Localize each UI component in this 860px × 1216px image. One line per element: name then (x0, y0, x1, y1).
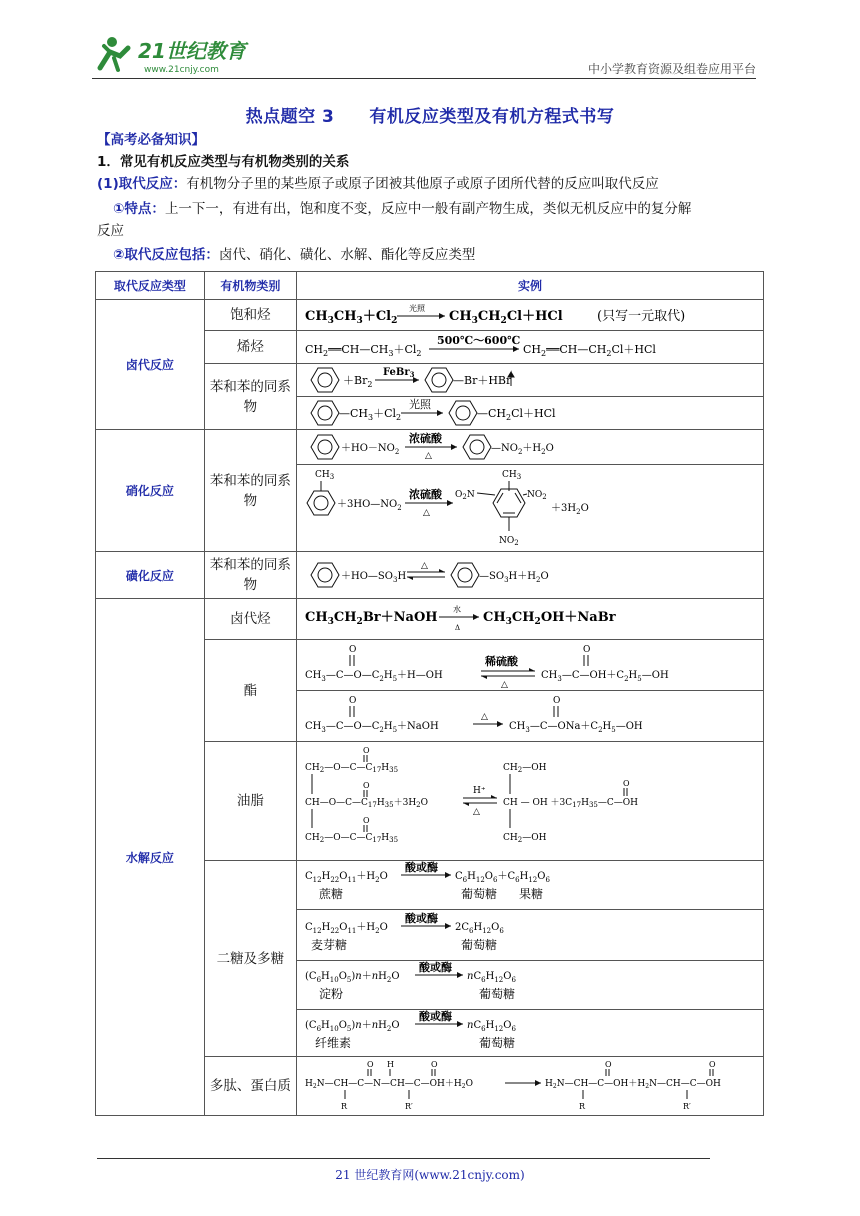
svg-text:CH — OH ＋3C17H35—C—OH: CH — OH $+3C_{17}H_{35}—C—OH$ (502, 798, 638, 809)
site-logo (92, 34, 272, 76)
class-peptide: 多肽、蛋白质 (204, 1057, 296, 1116)
svg-text:CH3: $CH_3$ (501, 470, 522, 481)
svg-text:O: O (430, 1060, 438, 1069)
example-benzene-nitration (296, 430, 763, 465)
benzene-ring-icon (451, 563, 479, 587)
svg-text:C12H22O11＋H2O: $C_{12}H_{22}O_{11}+H_2O$ (304, 871, 388, 884)
svg-text:CH3—C—ONa＋C2H5—OH: $CH_3—C—ONa+C_2H_5—OH$ (508, 721, 643, 734)
svg-text:CH3—C—O—C2H5＋NaOH: $CH_3—C—O—C_2H_5+NaOH$ (304, 721, 439, 734)
svg-text:O: O (348, 696, 357, 706)
cat-hydrolysis: 水解反应 (96, 599, 205, 1116)
svg-text:—Br＋HBr: —Br＋HBr (452, 374, 512, 387)
para2-label: ①特点： (113, 201, 165, 217)
name-starch: 淀粉 (318, 987, 343, 1001)
svg-text:R: R (340, 1102, 348, 1111)
svg-text:H2N—CH—C—N—CH—C—OH＋H2O: $H_2N—CH—C—N—CH—C—OH+H_2O$ (304, 1079, 473, 1090)
svg-text:O: O (552, 696, 561, 706)
svg-text:△: △ (424, 451, 432, 461)
svg-text:R: R (578, 1102, 586, 1111)
svg-text:△: △ (472, 807, 480, 817)
name-cellulose: 纤维素 (314, 1036, 351, 1050)
name-sucrose: 蔗糖 (318, 887, 343, 901)
example-ester-acid (296, 640, 763, 691)
example-benzene-bromination (296, 364, 763, 397)
header-class: 有机物类别 (204, 272, 296, 300)
svg-text:O2N: $O_2N$ (454, 490, 475, 501)
cat-halogenation: 卤代反应 (96, 300, 205, 430)
name-fructose: 果糖 (518, 887, 543, 901)
svg-text:H: H (386, 1060, 394, 1069)
svg-text:O: O (604, 1060, 612, 1069)
class-benzene-2: 苯和苯的同系物 (204, 430, 296, 552)
benzene-ring-icon (311, 435, 339, 459)
cond-h: H⁺ (472, 786, 486, 796)
svg-text:CH3—C—OH＋C2H5—OH: $CH_3—C—OH+C_2H_5—OH$ (540, 670, 669, 683)
name-glucose: 葡萄糖 (460, 938, 497, 952)
table-row (96, 300, 764, 331)
benzene-ring-icon (425, 368, 453, 392)
class-haloalkane: 卤代烃 (204, 599, 296, 640)
table-row (96, 552, 764, 599)
svg-text:(C6H10O5)n＋nH2O: $(C_6H_{10}O_5)n+nH_2O$ (304, 971, 400, 984)
logo-url: www.21cnjy.com (144, 65, 219, 75)
svg-text:NO2: $NO_2$ (526, 490, 547, 501)
benzene-ring-icon (463, 435, 491, 459)
section-tag: 【高考必备知识】 (97, 132, 205, 148)
paragraph-includes (113, 244, 475, 266)
example-cellulose (296, 1010, 763, 1057)
cond-dilute: 稀硫酸 (484, 655, 518, 668)
svg-text:CH3CH2OH＋NaBr: $CH_3CH_2OH+NaBr$ (482, 610, 616, 627)
svg-text:C12H22O11＋H2O: $C_{12}H_{22}O_{11}+H_2O$ (304, 922, 388, 935)
example-sucrose (296, 861, 763, 910)
svg-text:CH3CH2Br＋NaOH: $CH_3CH_2Br+NaOH$ (304, 610, 438, 627)
svg-text:H2N—CH—C—OH＋H2N—CH—C—OH: $H_2N—CH—C—OH+H_2N—CH—C—OH$ (544, 1079, 721, 1090)
svg-text:O: O (362, 781, 370, 790)
heading-1: 1．常见有机反应类型与有机物类别的关系 (97, 154, 350, 170)
table-row (96, 430, 764, 465)
table-header-row (96, 272, 764, 300)
svg-text:R′: R′ (682, 1102, 691, 1111)
svg-text:—CH3＋Cl2: $—CH_3+Cl_2$ (338, 407, 402, 422)
footer-text: 21 世纪教育网(www.21cnjy.com) (335, 1168, 525, 1182)
platform-name: 中小学教育资源及组卷应用平台 (587, 62, 756, 76)
svg-text:＋3H2O: $+3H_2O$ (550, 503, 589, 516)
paragraph-features (113, 198, 691, 220)
cond-acid: 浓硫酸 (408, 488, 442, 501)
header-type: 取代反应类型 (96, 272, 205, 300)
name-glucose: 葡萄糖 (478, 987, 515, 1001)
svg-text:nC6H12O6: $nC_6H_{12}O_6$ (466, 971, 516, 984)
svg-text:O: O (708, 1060, 716, 1069)
svg-text:nC6H12O6: $nC_6H_{12}O_6$ (466, 1020, 516, 1033)
header-rule (92, 78, 756, 79)
svg-text:＋3HO—NO2: $+3HO—NO_2$ (336, 499, 402, 512)
class-benzene-1: 苯和苯的同系物 (204, 364, 296, 430)
svg-text:＋HO－NO2: $+HO-NO_2$ (340, 443, 400, 456)
benzene-ring-icon (307, 491, 335, 515)
name-glucose: 葡萄糖 (460, 887, 497, 901)
svg-text:CH—O—C—C17H35＋3H2O: $CH—O—C—C_{17}H_{35}+3H_2O$ (304, 798, 429, 809)
svg-text:CH2—OH: $CH_2—OH$ (502, 763, 547, 774)
svg-text:O: O (582, 645, 591, 655)
class-sugar: 二糖及多糖 (204, 861, 296, 1057)
cond-enzyme: 酸或酶 (404, 912, 438, 925)
svg-text:CH2══CH—CH3＋Cl2: $CH_2══CH—CH_3+Cl_2$ (304, 343, 422, 358)
example-ester-base (296, 691, 763, 742)
cond-enzyme: 酸或酶 (418, 1010, 452, 1023)
benzene-ring-icon (311, 563, 339, 587)
logo-text: 21世纪教育 (138, 39, 246, 63)
example-haloalkane (296, 599, 763, 640)
cond-light: 光照 (408, 304, 425, 313)
reaction-table (95, 271, 764, 1116)
svg-text:CH2══CH—CH2Cl＋HCl: $CH_2══CH—CH_2Cl+HCl$ (522, 343, 656, 358)
class-ester: 酯 (204, 640, 296, 742)
name-glucose: 葡萄糖 (478, 1036, 515, 1050)
svg-text:NO2: $NO_2$ (498, 536, 519, 547)
svg-text:—CH2Cl＋HCl: $—CH_2Cl+HCl$ (476, 407, 556, 422)
svg-text:△: △ (500, 680, 508, 690)
example-peptide (296, 1057, 763, 1116)
example-alkene (296, 331, 763, 364)
para2-text: 上一下一，有进有出，饱和度不变，反应中一般有副产物生成，类似无机反应中的复分解 (164, 201, 692, 217)
svg-text:2C6H12O6: $2C_6H_{12}O_6$ (454, 922, 504, 935)
svg-text:FeBr3: FeBr$_3$ (382, 367, 415, 379)
cond-acid: 浓硫酸 (408, 432, 442, 445)
class-saturated: 饱和烃 (204, 300, 296, 331)
svg-text:O: O (366, 1060, 374, 1069)
cond-temp: 500℃～600℃ (436, 334, 521, 347)
svg-text:＋HO—SO3H: $+HO—SO_3H$ (340, 571, 407, 584)
svg-text:(C6H10O5)n＋nH2O: $(C_6H_{10}O_5)n+nH_2O$ (304, 1020, 400, 1033)
cond-enzyme: 酸或酶 (404, 861, 438, 874)
example-starch (296, 961, 763, 1010)
svg-text:—NO2＋H2O: $—NO_2+H_2O$ (490, 443, 554, 456)
example-saturated (296, 300, 763, 331)
svg-text:C6H12O6＋C6H12O6: $C_6H_{12}O_6+C_6H_{12}O_6$ (454, 871, 550, 884)
example-toluene-chlorination (296, 397, 763, 430)
svg-text:Δ: Δ (454, 624, 461, 632)
svg-text:O: O (362, 816, 370, 825)
cat-nitration: 硝化反应 (96, 430, 205, 552)
benzene-ring-icon (311, 368, 339, 392)
cond-water: 水 (452, 605, 461, 614)
cat-sulfonation: 磺化反应 (96, 552, 205, 599)
svg-text:△: △ (420, 561, 428, 571)
para3-text: 卤代、硝化、磺化、水解、酯化等反应类型 (218, 247, 476, 263)
svg-text:O: O (622, 779, 630, 788)
class-alkene: 烯烃 (204, 331, 296, 364)
svg-text:＋Br2: $+Br_2$ (342, 374, 373, 389)
class-fat: 油脂 (204, 742, 296, 861)
para3-label: ②取代反应包括： (113, 247, 219, 263)
header-example: 实例 (296, 272, 763, 300)
svg-text:O: O (348, 645, 357, 655)
svg-text:—SO3H＋H2O: $—SO_3H+H_2O$ (478, 571, 549, 584)
paragraph-substitution (97, 173, 659, 195)
para2-continued: 反应 (97, 223, 124, 239)
svg-text:△: △ (480, 712, 488, 722)
svg-text:CH3CH3＋Cl2: $CH_3CH_3+Cl_2$ (304, 309, 398, 326)
example-maltose (296, 910, 763, 961)
example-sulfonation (296, 552, 763, 599)
cond-light: 光照 (408, 398, 431, 411)
svg-text:CH2—O—C—C17H35: $CH_2—O—C—C_{17}H_{35}$ (304, 763, 399, 774)
page-title: 热点题空 3 有机反应类型及有机方程式书写 (245, 107, 615, 127)
benzene-ring-icon (311, 401, 339, 425)
footer-rule (97, 1158, 710, 1159)
benzene-ring-icon (449, 401, 477, 425)
example-fat (296, 742, 763, 861)
svg-text:CH3: $CH_3$ (314, 470, 335, 481)
example-toluene-nitration (296, 465, 763, 552)
svg-text:O: O (362, 746, 370, 755)
svg-text:R′: R′ (404, 1102, 413, 1111)
sat-note: (只写一元取代) (596, 309, 686, 324)
svg-text:CH2—O—C—C17H35: $CH_2—O—C—C_{17}H_{35}$ (304, 833, 399, 844)
table-row (96, 599, 764, 640)
class-benzene-3: 苯和苯的同系物 (204, 552, 296, 599)
svg-text:CH3—C—O—C2H5＋H—OH: $CH_3—C—O—C_2H_5+H—OH$ (304, 670, 443, 683)
svg-text:△: △ (422, 508, 430, 518)
runner-icon (100, 37, 128, 70)
para1-label: (1)取代反应： (97, 176, 187, 192)
name-maltose: 麦芽糖 (310, 938, 347, 952)
para1-text: 有机物分子里的某些原子或原子团被其他原子或原子团所代替的反应叫取代反应 (186, 176, 659, 192)
cond-enzyme: 酸或酶 (418, 961, 452, 974)
svg-text:CH2—OH: $CH_2—OH$ (502, 833, 547, 844)
svg-text:CH3CH2Cl＋HCl: $CH_3CH_2Cl+HCl$ (448, 309, 563, 326)
